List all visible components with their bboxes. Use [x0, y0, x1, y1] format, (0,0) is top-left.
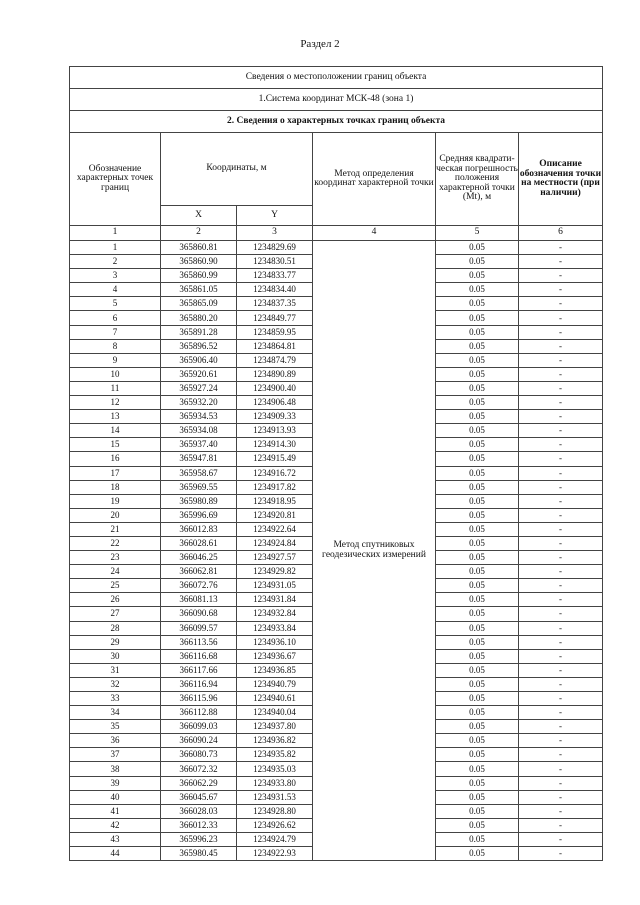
mean-square-error: 0.05	[436, 818, 519, 832]
mean-square-error: 0.05	[436, 311, 519, 325]
coord-y: 1234918.95	[237, 494, 313, 508]
method-cell: Метод спутниковых геодезических измерений	[313, 241, 436, 861]
point-number: 16	[70, 452, 161, 466]
coord-x: 366099.03	[161, 720, 237, 734]
coord-x: 365996.69	[161, 508, 237, 522]
coord-x: 366090.24	[161, 734, 237, 748]
point-number: 42	[70, 818, 161, 832]
coord-y: 1234849.77	[237, 311, 313, 325]
point-number: 33	[70, 692, 161, 706]
coord-x: 366012.33	[161, 818, 237, 832]
header-x: X	[161, 206, 237, 226]
coord-x: 366117.66	[161, 663, 237, 677]
coord-y: 1234922.64	[237, 522, 313, 536]
point-description: -	[519, 480, 603, 494]
column-number: 6	[519, 226, 603, 241]
point-number: 30	[70, 649, 161, 663]
mean-square-error: 0.05	[436, 607, 519, 621]
coord-y: 1234874.79	[237, 353, 313, 367]
mean-square-error: 0.05	[436, 494, 519, 508]
mean-square-error: 0.05	[436, 297, 519, 311]
coord-y: 1234931.53	[237, 790, 313, 804]
point-description: -	[519, 283, 603, 297]
coord-y: 1234940.79	[237, 677, 313, 691]
coord-x: 366112.88	[161, 706, 237, 720]
point-description: -	[519, 367, 603, 381]
point-description: -	[519, 297, 603, 311]
mean-square-error: 0.05	[436, 452, 519, 466]
point-description: -	[519, 551, 603, 565]
coord-x: 365891.28	[161, 325, 237, 339]
point-number: 43	[70, 832, 161, 846]
point-description: -	[519, 663, 603, 677]
coord-x: 365920.61	[161, 367, 237, 381]
point-description: -	[519, 565, 603, 579]
mean-square-error: 0.05	[436, 269, 519, 283]
coord-y: 1234935.82	[237, 748, 313, 762]
coord-y: 1234830.51	[237, 255, 313, 269]
mean-square-error: 0.05	[436, 720, 519, 734]
coord-y: 1234926.62	[237, 818, 313, 832]
mean-square-error: 0.05	[436, 480, 519, 494]
column-number: 4	[313, 226, 436, 241]
point-number: 26	[70, 593, 161, 607]
point-number: 34	[70, 706, 161, 720]
point-number: 31	[70, 663, 161, 677]
coord-y: 1234920.81	[237, 508, 313, 522]
coord-y: 1234927.57	[237, 551, 313, 565]
mean-square-error: 0.05	[436, 381, 519, 395]
point-description: -	[519, 762, 603, 776]
point-description: -	[519, 494, 603, 508]
coord-y: 1234936.67	[237, 649, 313, 663]
mean-square-error: 0.05	[436, 692, 519, 706]
point-number: 22	[70, 536, 161, 550]
coord-x: 366090.68	[161, 607, 237, 621]
column-number: 5	[436, 226, 519, 241]
point-description: -	[519, 734, 603, 748]
mean-square-error: 0.05	[436, 593, 519, 607]
section-coordinate-system: 1.Система координат МСК-48 (зона 1)	[70, 89, 603, 111]
coord-y: 1234837.35	[237, 297, 313, 311]
mean-square-error: 0.05	[436, 847, 519, 861]
point-description: -	[519, 466, 603, 480]
point-number: 13	[70, 410, 161, 424]
coord-x: 366113.56	[161, 635, 237, 649]
mean-square-error: 0.05	[436, 367, 519, 381]
point-description: -	[519, 692, 603, 706]
coord-y: 1234929.82	[237, 565, 313, 579]
mean-square-error: 0.05	[436, 734, 519, 748]
header-method: Метод определения координат характерной точки	[313, 133, 436, 226]
coord-x: 365996.23	[161, 832, 237, 846]
coord-x: 365880.20	[161, 311, 237, 325]
coord-x: 365980.89	[161, 494, 237, 508]
mean-square-error: 0.05	[436, 804, 519, 818]
coord-y: 1234917.82	[237, 480, 313, 494]
point-description: -	[519, 621, 603, 635]
coord-x: 365934.53	[161, 410, 237, 424]
coord-x: 366028.03	[161, 804, 237, 818]
point-description: -	[519, 790, 603, 804]
coord-y: 1234909.33	[237, 410, 313, 424]
coord-x: 366116.68	[161, 649, 237, 663]
header-description: Описание обозначения точки на местности (при наличии)	[519, 133, 603, 226]
mean-square-error: 0.05	[436, 579, 519, 593]
point-number: 15	[70, 438, 161, 452]
table-title: Сведения о местоположении границ объекта	[70, 67, 603, 89]
mean-square-error: 0.05	[436, 353, 519, 367]
mean-square-error: 0.05	[436, 551, 519, 565]
coord-y: 1234924.79	[237, 832, 313, 846]
mean-square-error: 0.05	[436, 663, 519, 677]
mean-square-error: 0.05	[436, 832, 519, 846]
point-description: -	[519, 776, 603, 790]
point-description: -	[519, 410, 603, 424]
mean-square-error: 0.05	[436, 339, 519, 353]
point-description: -	[519, 607, 603, 621]
point-number: 10	[70, 367, 161, 381]
point-number: 9	[70, 353, 161, 367]
coord-x: 365947.81	[161, 452, 237, 466]
coord-y: 1234916.72	[237, 466, 313, 480]
coord-y: 1234829.69	[237, 241, 313, 255]
point-description: -	[519, 311, 603, 325]
coord-y: 1234937.80	[237, 720, 313, 734]
coord-y: 1234913.93	[237, 424, 313, 438]
point-description: -	[519, 522, 603, 536]
mean-square-error: 0.05	[436, 424, 519, 438]
coord-x: 365906.40	[161, 353, 237, 367]
point-number: 35	[70, 720, 161, 734]
coord-y: 1234933.84	[237, 621, 313, 635]
coord-x: 365896.52	[161, 339, 237, 353]
point-number: 11	[70, 381, 161, 395]
mean-square-error: 0.05	[436, 649, 519, 663]
mean-square-error: 0.05	[436, 677, 519, 691]
coord-y: 1234914.30	[237, 438, 313, 452]
point-number: 17	[70, 466, 161, 480]
point-description: -	[519, 269, 603, 283]
coord-y: 1234936.82	[237, 734, 313, 748]
mean-square-error: 0.05	[436, 706, 519, 720]
point-description: -	[519, 396, 603, 410]
page-header: Раздел 2	[300, 38, 340, 50]
header-coordinates: Координаты, м	[161, 133, 313, 206]
point-number: 7	[70, 325, 161, 339]
point-description: -	[519, 748, 603, 762]
coord-x: 365937.40	[161, 438, 237, 452]
mean-square-error: 0.05	[436, 396, 519, 410]
mean-square-error: 0.05	[436, 635, 519, 649]
point-number: 38	[70, 762, 161, 776]
point-description: -	[519, 818, 603, 832]
point-number: 36	[70, 734, 161, 748]
coord-y: 1234940.61	[237, 692, 313, 706]
coord-x: 365927.24	[161, 381, 237, 395]
coord-y: 1234936.85	[237, 663, 313, 677]
coord-x: 365958.67	[161, 466, 237, 480]
coord-y: 1234928.80	[237, 804, 313, 818]
column-number: 3	[237, 226, 313, 241]
column-number: 1	[70, 226, 161, 241]
point-number: 44	[70, 847, 161, 861]
point-number: 8	[70, 339, 161, 353]
point-number: 29	[70, 635, 161, 649]
coord-x: 366080.73	[161, 748, 237, 762]
point-description: -	[519, 438, 603, 452]
coord-y: 1234900.40	[237, 381, 313, 395]
point-description: -	[519, 706, 603, 720]
coord-x: 366116.94	[161, 677, 237, 691]
point-description: -	[519, 339, 603, 353]
points-body	[70, 241, 603, 861]
section-characteristic-points: 2. Сведения о характерных точках границ объекта	[70, 111, 603, 133]
point-description: -	[519, 804, 603, 818]
mean-square-error: 0.05	[436, 621, 519, 635]
point-description: -	[519, 452, 603, 466]
column-number: 2	[161, 226, 237, 241]
coord-y: 1234936.10	[237, 635, 313, 649]
point-number: 40	[70, 790, 161, 804]
point-description: -	[519, 635, 603, 649]
point-number: 37	[70, 748, 161, 762]
coord-y: 1234932.84	[237, 607, 313, 621]
point-description: -	[519, 593, 603, 607]
mean-square-error: 0.05	[436, 762, 519, 776]
mean-square-error: 0.05	[436, 255, 519, 269]
point-description: -	[519, 536, 603, 550]
coord-y: 1234906.48	[237, 396, 313, 410]
boundary-table	[69, 66, 603, 861]
mean-square-error: 0.05	[436, 790, 519, 804]
point-description: -	[519, 325, 603, 339]
header-y: Y	[237, 206, 313, 226]
mean-square-error: 0.05	[436, 438, 519, 452]
coord-y: 1234931.05	[237, 579, 313, 593]
mean-square-error: 0.05	[436, 241, 519, 255]
point-description: -	[519, 241, 603, 255]
point-description: -	[519, 649, 603, 663]
column-number-row	[70, 226, 603, 241]
mean-square-error: 0.05	[436, 522, 519, 536]
coord-x: 365860.90	[161, 255, 237, 269]
coord-x: 366062.81	[161, 565, 237, 579]
point-number: 25	[70, 579, 161, 593]
coord-x: 365969.55	[161, 480, 237, 494]
point-description: -	[519, 424, 603, 438]
point-number: 27	[70, 607, 161, 621]
coord-x: 366072.76	[161, 579, 237, 593]
coord-x: 365934.08	[161, 424, 237, 438]
point-description: -	[519, 508, 603, 522]
point-number: 14	[70, 424, 161, 438]
coord-y: 1234834.40	[237, 283, 313, 297]
point-description: -	[519, 720, 603, 734]
point-description: -	[519, 832, 603, 846]
point-number: 41	[70, 804, 161, 818]
point-number: 12	[70, 396, 161, 410]
coord-x: 366072.32	[161, 762, 237, 776]
mean-square-error: 0.05	[436, 325, 519, 339]
point-description: -	[519, 381, 603, 395]
coord-x: 366081.13	[161, 593, 237, 607]
table-row	[70, 241, 603, 255]
point-number: 21	[70, 522, 161, 536]
coord-x: 365860.81	[161, 241, 237, 255]
coord-x: 365860.99	[161, 269, 237, 283]
point-description: -	[519, 579, 603, 593]
coord-y: 1234890.89	[237, 367, 313, 381]
coord-y: 1234931.84	[237, 593, 313, 607]
coord-x: 365980.45	[161, 847, 237, 861]
mean-square-error: 0.05	[436, 283, 519, 297]
point-number: 5	[70, 297, 161, 311]
coord-x: 366099.57	[161, 621, 237, 635]
point-number: 2	[70, 255, 161, 269]
point-description: -	[519, 677, 603, 691]
coord-x: 366046.25	[161, 551, 237, 565]
coord-x: 366062.29	[161, 776, 237, 790]
header-mean-square-error: Средняя квадрати-ческая погрешность положения характерной точки (Mt), м	[436, 133, 519, 226]
point-number: 19	[70, 494, 161, 508]
coord-y: 1234924.84	[237, 536, 313, 550]
point-description: -	[519, 353, 603, 367]
point-number: 24	[70, 565, 161, 579]
coord-x: 365861.05	[161, 283, 237, 297]
mean-square-error: 0.05	[436, 748, 519, 762]
mean-square-error: 0.05	[436, 776, 519, 790]
coord-y: 1234915.49	[237, 452, 313, 466]
coord-x: 365865.09	[161, 297, 237, 311]
point-number: 4	[70, 283, 161, 297]
point-number: 23	[70, 551, 161, 565]
point-description: -	[519, 847, 603, 861]
mean-square-error: 0.05	[436, 565, 519, 579]
coord-x: 365932.20	[161, 396, 237, 410]
coord-y: 1234935.03	[237, 762, 313, 776]
point-number: 6	[70, 311, 161, 325]
coord-y: 1234864.81	[237, 339, 313, 353]
header-point-designation: Обозначение характерных точек границ	[70, 133, 161, 226]
mean-square-error: 0.05	[436, 410, 519, 424]
coord-x: 366115.96	[161, 692, 237, 706]
mean-square-error: 0.05	[436, 508, 519, 522]
coord-x: 366012.83	[161, 522, 237, 536]
point-number: 3	[70, 269, 161, 283]
coord-y: 1234922.93	[237, 847, 313, 861]
point-number: 20	[70, 508, 161, 522]
point-description: -	[519, 255, 603, 269]
coord-y: 1234859.95	[237, 325, 313, 339]
point-number: 18	[70, 480, 161, 494]
mean-square-error: 0.05	[436, 466, 519, 480]
point-number: 39	[70, 776, 161, 790]
mean-square-error: 0.05	[436, 536, 519, 550]
coord-y: 1234833.77	[237, 269, 313, 283]
point-number: 28	[70, 621, 161, 635]
coord-x: 366028.61	[161, 536, 237, 550]
point-number: 32	[70, 677, 161, 691]
coord-x: 366045.67	[161, 790, 237, 804]
coord-y: 1234933.80	[237, 776, 313, 790]
point-number: 1	[70, 241, 161, 255]
coord-y: 1234940.04	[237, 706, 313, 720]
